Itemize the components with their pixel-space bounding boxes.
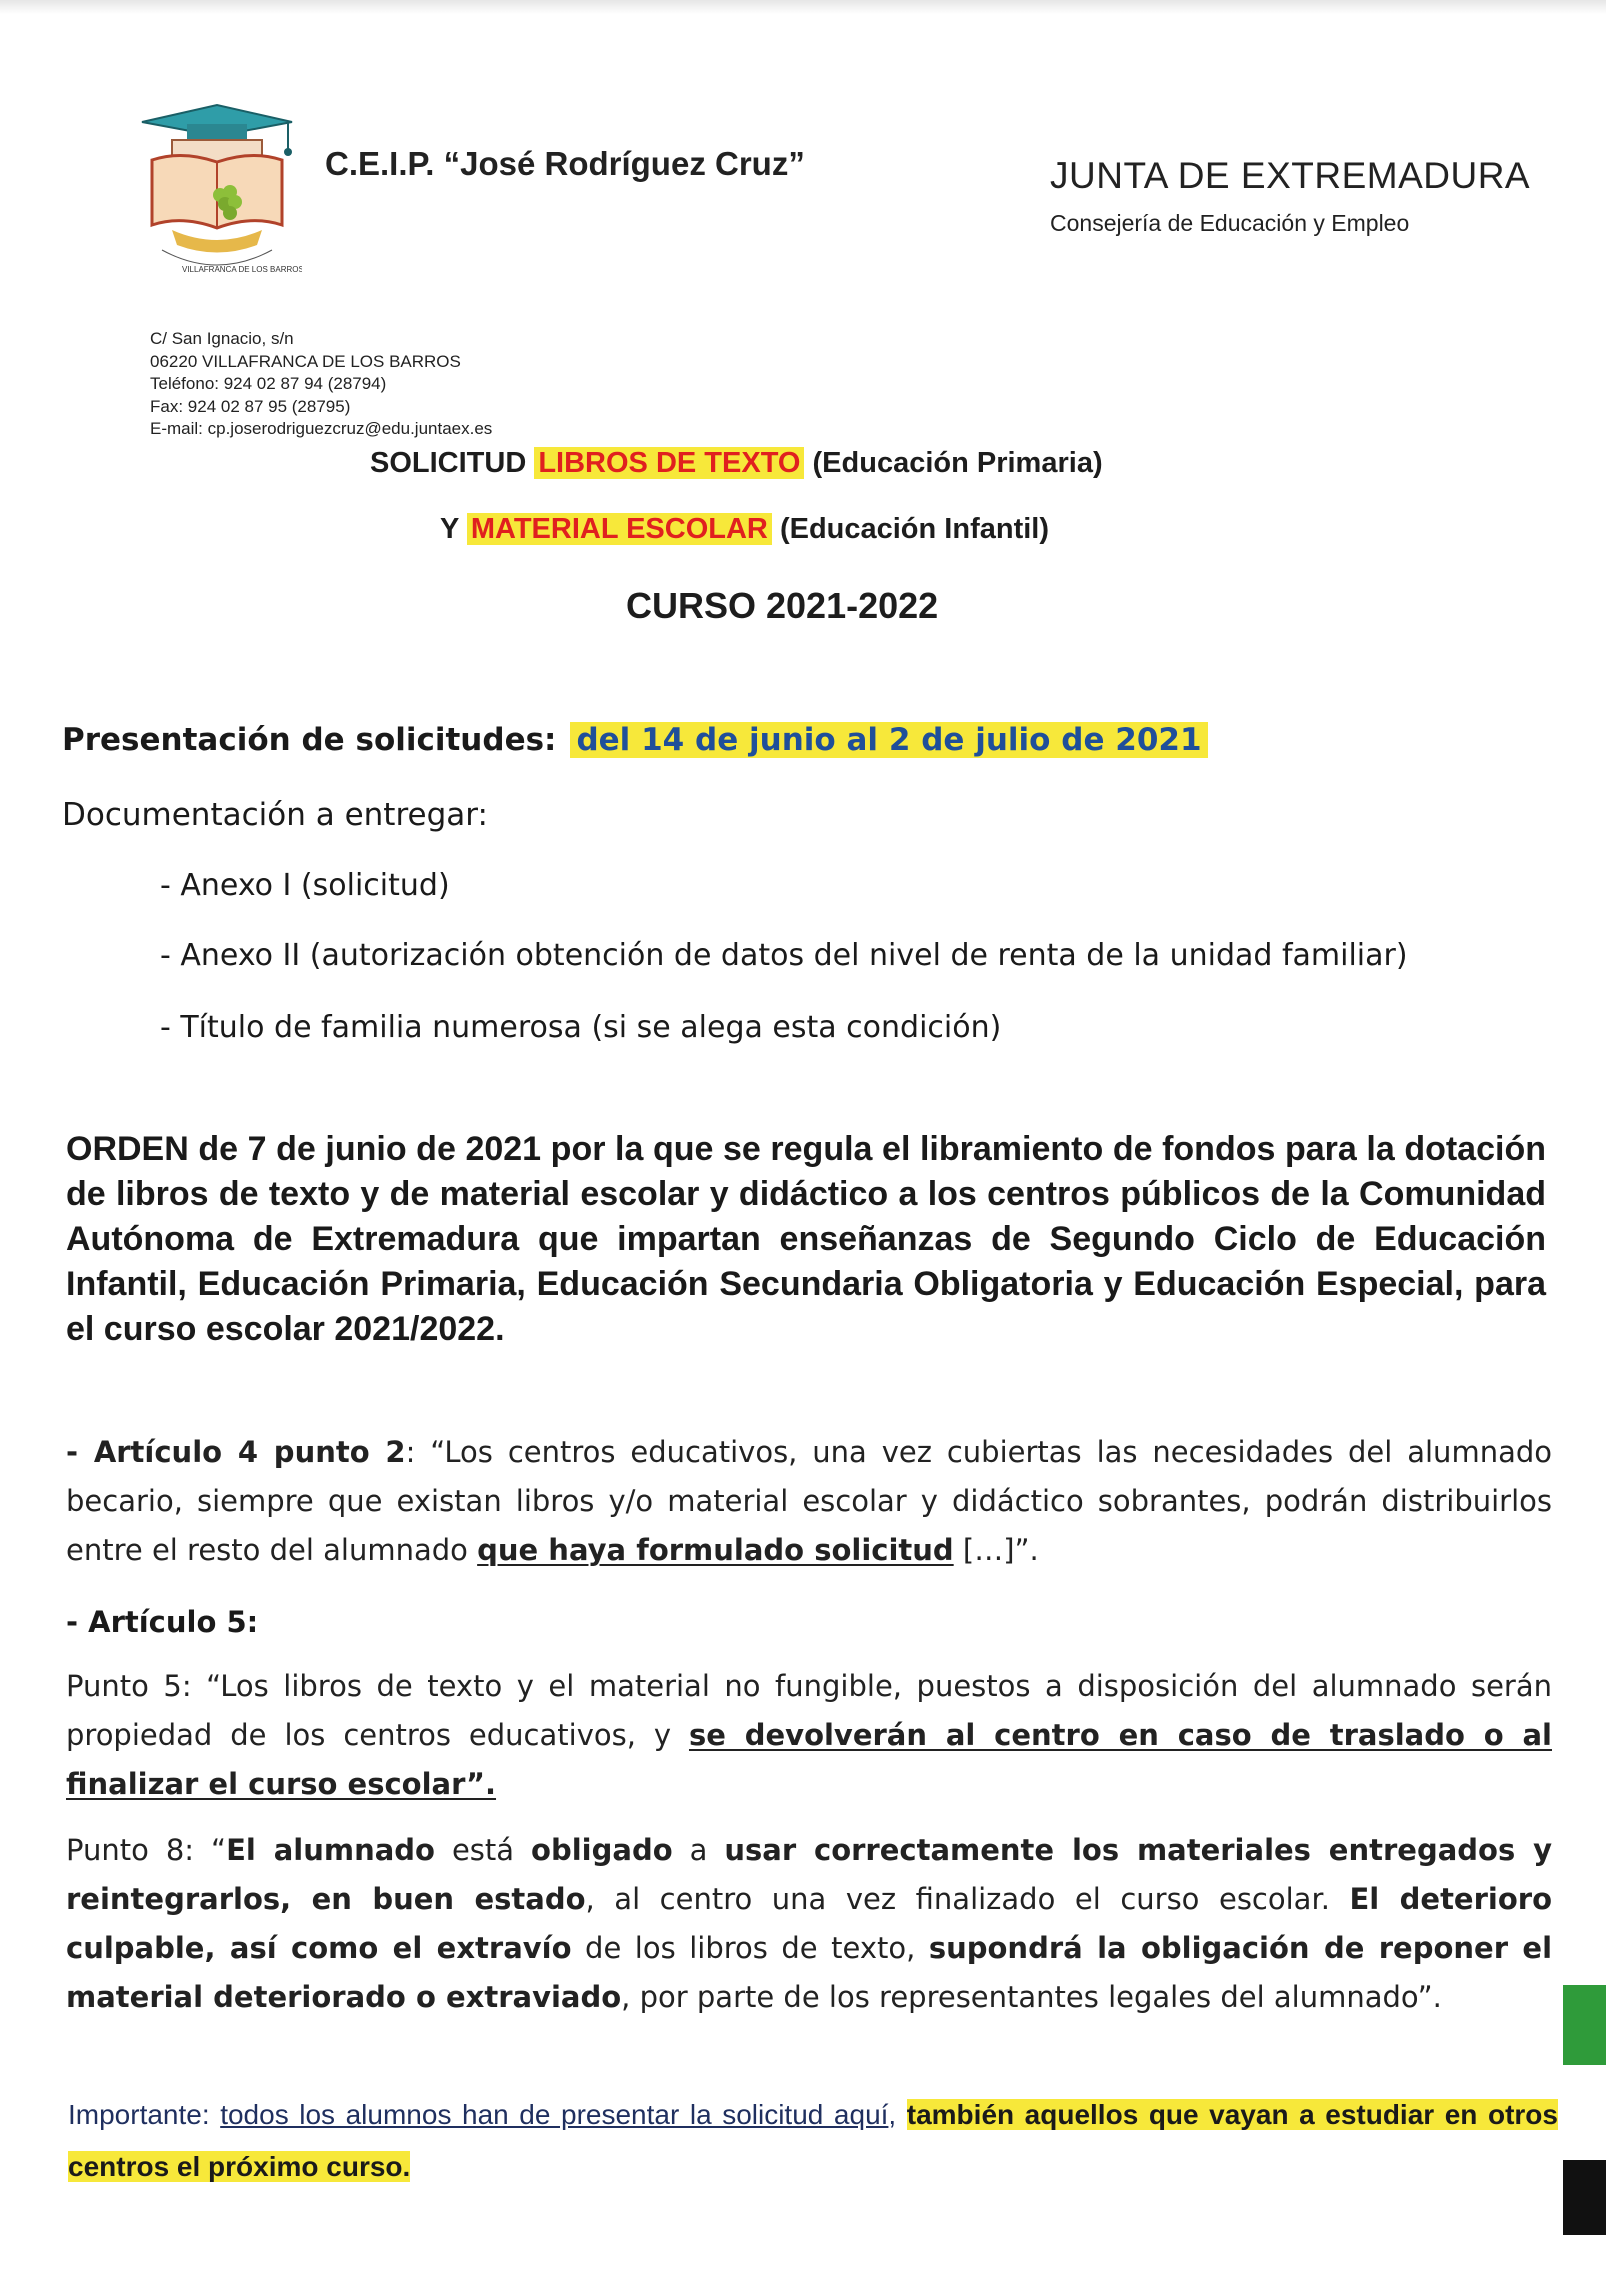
articulo-4-paragraph: [66, 1428, 1552, 1575]
title-material-highlight: MATERIAL ESCOLAR: [467, 513, 772, 545]
punto-8-bold: obligado: [531, 1833, 673, 1867]
importante-comma: ,: [888, 2099, 907, 2130]
address-fax: Fax: 924 02 87 95 (28795): [150, 396, 351, 416]
title-libros-highlight: LIBROS DE TEXTO: [534, 447, 804, 479]
address-city: 06220 VILLAFRANCA DE LOS BARROS: [150, 351, 461, 371]
punto-8-text: de los libros de texto,: [571, 1931, 929, 1965]
articulo-5-heading: - Artículo 5:: [66, 1605, 259, 1639]
punto-8-text: , por parte de los representantes legales del alumnado”.: [621, 1980, 1442, 2014]
address-email: E-mail: cp.joserodriguezcruz@edu.juntaex.es: [150, 419, 493, 438]
articulo-4-end: […]”.: [953, 1533, 1039, 1567]
address-phone: Teléfono: 924 02 87 94 (28794): [150, 374, 387, 393]
doc-item-anexo-2: - Anexo II (autorización obtención de datos del nivel de renta de la unidad familiar): [160, 938, 1408, 973]
school-logo: [132, 100, 302, 300]
punto-8-text: , al centro una vez finalizado el curso escolar.: [585, 1882, 1350, 1916]
presentacion-line: [62, 722, 1208, 758]
school-name: C.E.I.P. “José Rodríguez Cruz”: [325, 145, 805, 182]
title-line-1: [370, 447, 1103, 480]
logo-caption: VILLAFRANCA DE LOS BARROS: [182, 265, 302, 274]
punto-8-text: está: [434, 1833, 532, 1867]
title-primaria: (Educación Primaria): [812, 447, 1103, 479]
title-infantil: (Educación Infantil): [779, 513, 1049, 545]
articulo-4-text: : “Los centros educativos, una vez cubiertas las necesidades del alumnado becario, siempre que existan libros y/o material escolar y didáctico sobrantes, podrán distribuirlos entre el resto del alumnado: [66, 1435, 1552, 1567]
title-curso: CURSO 2021-2022: [626, 585, 939, 626]
importante-paragraph: [68, 2089, 1558, 2193]
punto-8-text: a: [672, 1833, 725, 1867]
scan-black-tab: [1563, 2160, 1606, 2235]
doc-item-anexo-1: - Anexo I (solicitud): [160, 868, 450, 903]
punto-8-paragraph: [66, 1826, 1552, 2022]
punto-5-paragraph: [66, 1662, 1552, 1809]
address-street: C/ San Ignacio, s/n: [150, 329, 294, 348]
presentacion-label: Presentación de solicitudes:: [62, 722, 557, 758]
title-y: Y: [440, 513, 459, 545]
punto-5-text: Punto 5: “Los libros de texto y el material no fungible, puestos a disposición del alumnado serán propiedad de los centros educativos, y: [66, 1669, 1552, 1752]
importante-label: Importante:: [68, 2099, 210, 2130]
articulo-4-underlined: que haya formulado solicitud: [477, 1533, 954, 1567]
punto-8-bold: supondrá la obligación de reponer el material deteriorado o extraviado: [66, 1931, 1553, 2014]
importante-highlight: también aquellos que vayan a estudiar en otros centros el próximo curso.: [68, 2099, 1558, 2182]
documentacion-label: Documentación a entregar:: [62, 797, 488, 833]
punto-8-bold: El deterioro culpable, así como el extravío: [66, 1882, 1552, 1965]
school-address: [150, 328, 492, 441]
junta-subtitle: Consejería de Educación y Empleo: [1050, 210, 1410, 236]
importante-underlined: todos los alumnos han de presentar la solicitud aquí: [220, 2099, 889, 2130]
scan-top-edge: [0, 0, 1606, 14]
doc-item-familia-numerosa: - Título de familia numerosa (si se alega esta condición): [160, 1010, 1002, 1045]
orden-paragraph: ORDEN de 7 de junio de 2021 por la que se regula el libramiento de fondos para la dotación de libros de texto y de material escolar y didáctico a los centros públicos de la Comunidad Autónoma de Extremadura que impartan enseñanzas de Segundo Ciclo de Educación Infantil, Educación Primaria, Educación Secundaria Obligatoria y Educación Especial, para el curso escolar 2021/2022.: [66, 1130, 1546, 1348]
junta-title: JUNTA DE EXTREMADURA: [1050, 155, 1531, 196]
punto-8-text: Punto 8: “: [66, 1833, 227, 1867]
punto-8-bold: El alumnado: [226, 1833, 435, 1867]
title-line-2: [440, 513, 1049, 546]
punto-5-underlined: se devolverán al centro en caso de traslado o al finalizar el curso escolar”.: [66, 1718, 1552, 1801]
articulo-4-heading: - Artículo 4 punto 2: [66, 1435, 406, 1469]
scan-green-tab: [1563, 1985, 1606, 2065]
presentacion-dates: del 14 de junio al 2 de julio de 2021: [570, 722, 1207, 758]
punto-8-bold: usar correctamente los materiales entregados y reintegrarlos, en buen estado: [66, 1833, 1552, 1916]
title-solicitud: SOLICITUD: [370, 447, 527, 479]
